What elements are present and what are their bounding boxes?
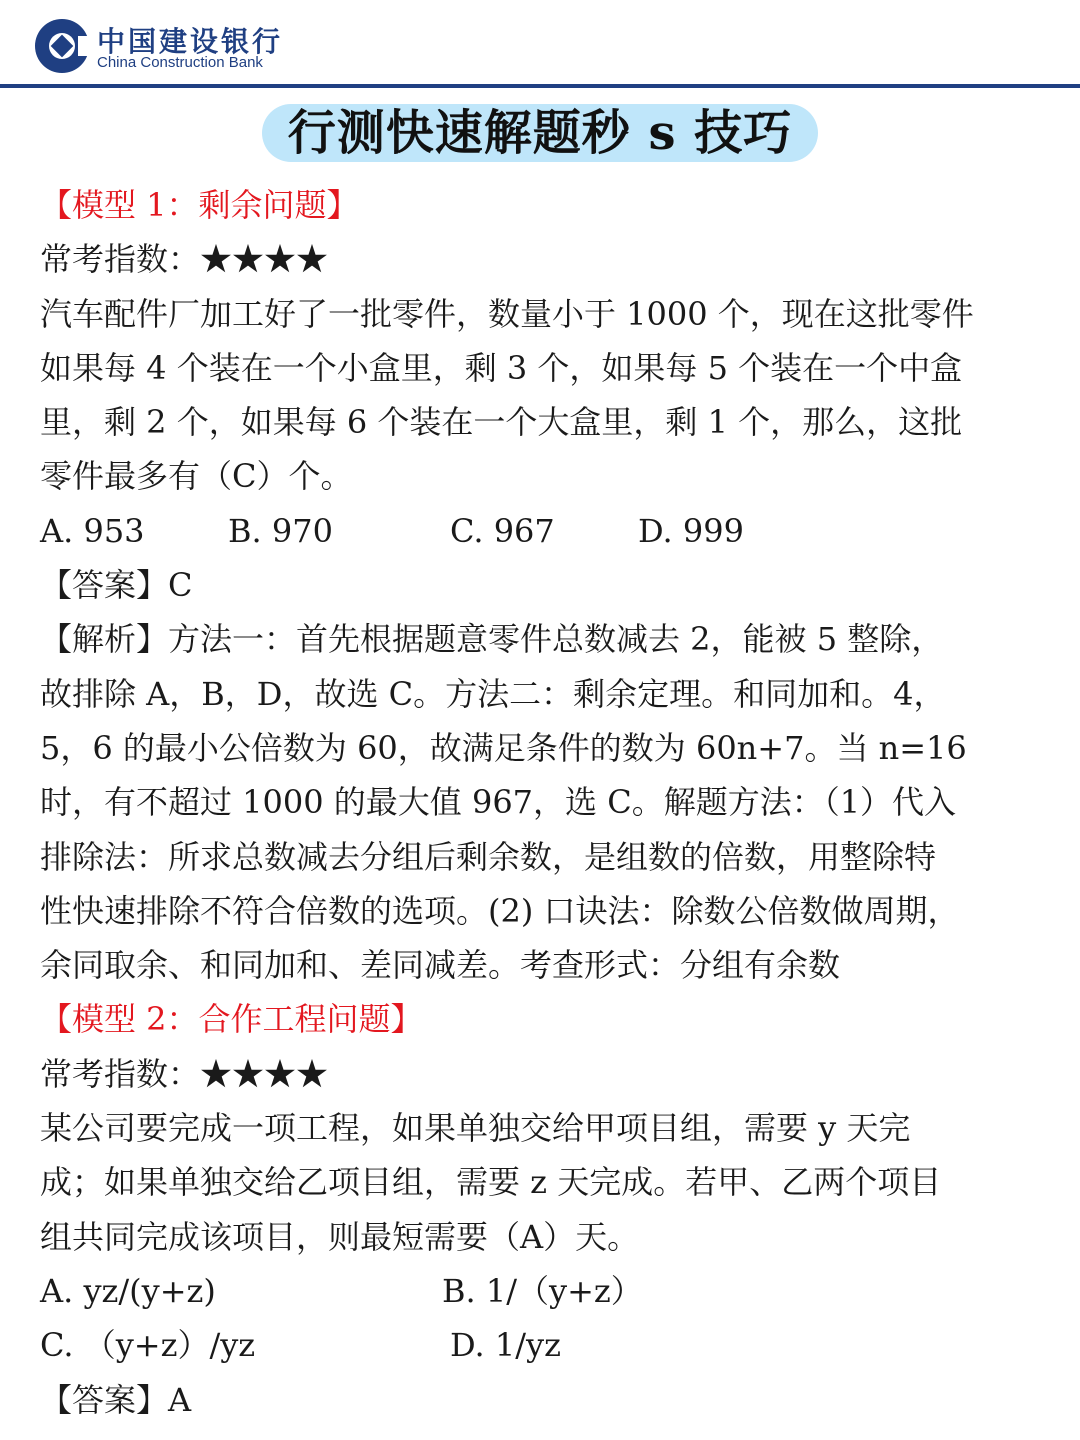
title-banner <box>0 96 1080 176</box>
model1-analysis-line: 时，有不超过 1000 的最大值 967，选 C。解题方法：（1）代入 <box>40 783 957 822</box>
model2-options-row2 <box>40 1318 1050 1372</box>
brand-name-en: China Construction Bank <box>97 54 263 71</box>
model1-option-c: C. 967 <box>450 511 555 550</box>
model1-analysis-line: 【解析】方法一：首先根据题意零件总数减去 2，能被 5 整除， <box>40 620 944 659</box>
article-body <box>40 178 1050 1427</box>
model2-option-b: B. 1/（y+z） <box>442 1271 643 1310</box>
model2-question-line: 成；如果单独交给乙项目组，需要 z 天完成。若甲、乙两个项目 <box>40 1163 942 1202</box>
model2-option-d: D. 1/yz <box>450 1326 561 1365</box>
ccb-logo-icon <box>34 18 90 74</box>
header <box>0 0 1080 90</box>
model2-option-c: C. （y+z）/yz <box>40 1326 256 1365</box>
model1-analysis-line: 排除法：所求总数减去分组后剩余数，是组数的倍数，用整除特 <box>40 837 937 876</box>
model1-option-b: B. 970 <box>228 511 333 550</box>
model1-question-line: 零件最多有（C）个。 <box>40 457 353 496</box>
model1-analysis-line: 故排除 A，B，D，故选 C。方法二：剩余定理。和同加和。4， <box>40 674 946 713</box>
model1-options <box>40 504 1050 558</box>
brand-name-cn: 中国建设银行 <box>97 25 284 58</box>
model1-analysis-line: 余同取余、和同加和、差同减差。考查形式：分组有余数 <box>40 946 841 985</box>
model1-frequency: 常考指数：★★★★ <box>40 240 329 279</box>
model1-option-d: D. 999 <box>638 511 744 550</box>
model2-options-row1 <box>40 1264 1050 1318</box>
model1-option-a: A. 953 <box>40 511 145 550</box>
model1-heading: 【模型 1：剩余问题】 <box>40 186 359 224</box>
model1-question-line: 如果每 4 个装在一个小盒里，剩 3 个，如果每 5 个装在一个中盒 <box>40 348 963 387</box>
model2-frequency: 常考指数：★★★★ <box>40 1054 329 1093</box>
model1-analysis-line: 5，6 的最小公倍数为 60，故满足条件的数为 60n+7。当 n=16 <box>40 728 967 767</box>
model2-option-a: A. yz/(y+z) <box>40 1271 216 1310</box>
model1-analysis-line: 性快速排除不符合倍数的选项。(2) 口诀法：除数公倍数做周期， <box>40 891 960 930</box>
page-title: 行测快速解题秒 s 技巧 <box>262 104 818 162</box>
model1-answer: 【答案】C <box>40 566 193 605</box>
model2-heading: 【模型 2：合作工程问题】 <box>40 1000 423 1039</box>
model2-answer: 【答案】A <box>40 1380 192 1419</box>
model2-question-line: 组共同完成该项目，则最短需要（A）天。 <box>40 1217 640 1256</box>
model1-question-line: 汽车配件厂加工好了一批零件，数量小于 1000 个，现在这批零件 <box>40 294 974 333</box>
model2-question-line: 某公司要完成一项工程，如果单独交给甲项目组，需要 y 天完 <box>40 1109 911 1148</box>
header-divider <box>0 84 1080 88</box>
model1-question-line: 里，剩 2 个，如果每 6 个装在一个大盒里，剩 1 个，那么，这批 <box>40 403 963 442</box>
